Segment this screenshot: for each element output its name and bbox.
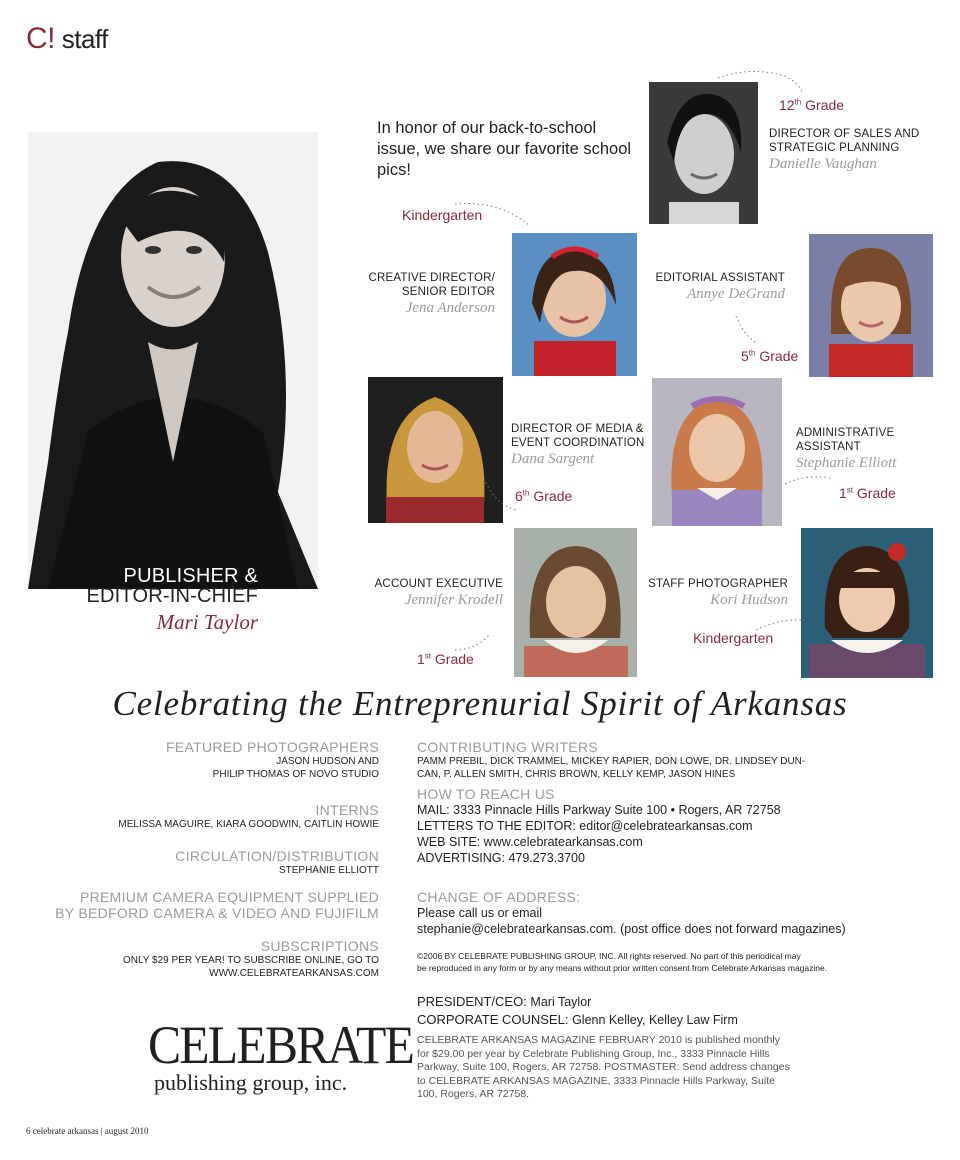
staff-role: DIRECTOR OF SALES AND STRATEGIC PLANNING xyxy=(769,128,920,154)
section-heading: HOW TO REACH US xyxy=(417,786,555,802)
change-of-address: CHANGE OF ADDRESS: Please call us or email stephanie@celebratearkansas.com. (post office does not forward magazines) xyxy=(417,889,917,937)
section-title: staff xyxy=(61,24,108,54)
staff-role: EDITORIAL ASSISTANT xyxy=(655,272,785,284)
contact-info xyxy=(417,786,917,866)
grade-label: Kindergarten xyxy=(402,207,483,223)
staff-role: ADMINISTRATIVE ASSISTANT xyxy=(796,427,895,453)
section-heading: CIRCULATION/DISTRIBUTION xyxy=(175,848,379,864)
mail-address: MAIL: 3333 Pinnacle Hills Parkway Suite 100 • Rogers, AR 72758 xyxy=(417,803,781,817)
logo-subtitle: publishing group, inc. xyxy=(154,1070,348,1095)
staff-name: Danielle Vaughan xyxy=(769,156,877,172)
website: WEB SITE: www.celebratearkansas.com xyxy=(417,835,643,849)
tagline: Celebrating the Entreprenurial Spirit of Arkansas xyxy=(112,684,848,723)
publisher-logo xyxy=(148,1015,413,1095)
publication-statement: CELEBRATE ARKANSAS MAGAZINE FEBRUARY 2010 is published monthly for $29.00 per year by Celebrate Publishing Group, Inc., 3333 Pinnacle Hills Parkway, Suite 100, Rogers, AR 72758. POSTMASTER: Send address changes to CELEBRATE ARKANSAS MAGAZINE, 3333 Pinnacle Hills Parkway, Suite 100, Rogers, AR 72758. xyxy=(417,1034,790,1100)
section-heading: SUBSCRIPTIONS xyxy=(260,938,379,954)
logo-wordmark: CELEBRATE xyxy=(148,1015,413,1075)
staff-name: Jena Anderson xyxy=(405,300,495,316)
section-heading: FEATURED PHOTOGRAPHERS xyxy=(166,739,379,755)
subscriptions: SUBSCRIPTIONS ONLY $29 PER YEAR! TO SUBSCRIBE ONLINE, GO TO WWW.CELEBRATEARKANSAS.COM xyxy=(40,938,379,980)
contributing-writers: CONTRIBUTING WRITERS PAMM PREBIL, DICK TRAMMEL, MICKEY RAPIER, DON LOWE, DR. LINDSEY DUN- CAN, P. ALLEN SMITH, CHRIS BROWN, KELLY KEMP, JASON HINES xyxy=(417,739,917,781)
circulation: CIRCULATION/DISTRIBUTION STEPHANIE ELLIOTT xyxy=(40,848,379,877)
page-folio: 6 celebrate arkansas | august 2010 xyxy=(26,1126,149,1136)
staff-name: Dana Sargent xyxy=(511,451,595,467)
staff-name: Annye DeGrand xyxy=(687,286,785,302)
section-heading: INTERNS xyxy=(315,802,379,818)
staff-role: DIRECTOR OF MEDIA & EVENT COORDINATION xyxy=(511,423,645,449)
staff-name: Kori Hudson xyxy=(710,592,788,608)
section-heading: CHANGE OF ADDRESS: xyxy=(417,889,581,905)
grade-label: Kindergarten xyxy=(693,630,774,646)
editor-email: LETTERS TO THE EDITOR: editor@celebratearkansas.com xyxy=(417,819,753,833)
publisher-name: Mari Taylor xyxy=(156,610,258,634)
staff-role: ACCOUNT EXECUTIVE xyxy=(374,578,503,590)
copyright: ©2006 BY CELEBRATE PUBLISHING GROUP, INC. All rights reserved. No part of this periodical may be reproduced in any form or by any means without prior written consent from Celebrate Arkansas magazine. xyxy=(417,951,828,973)
staff-role: CREATIVE DIRECTOR/ SENIOR EDITOR xyxy=(368,272,495,298)
publisher-title-line2: EDITOR-IN-CHIEF xyxy=(86,585,258,607)
officers: PRESIDENT/CEO: Mari Taylor CORPORATE COUNSEL: Glenn Kelley, Kelley Law Firm xyxy=(417,994,738,1027)
brand-mark: C! xyxy=(26,22,55,55)
interns: INTERNS MELISSA MAGUIRE, KIARA GOODWIN, CAITLIN HOWIE xyxy=(40,802,379,831)
grade-label: 5th Grade xyxy=(741,348,799,364)
grade-label: 1st Grade xyxy=(839,485,896,501)
staff-name: Jennifer Krodell xyxy=(404,592,503,608)
section-heading: CONTRIBUTING WRITERS xyxy=(417,739,598,755)
staff-name: Stephanie Elliott xyxy=(796,455,897,471)
featured-photographers: FEATURED PHOTOGRAPHERS JASON HUDSON AND PHILIP THOMAS OF NOVO STUDIO xyxy=(40,739,379,781)
equipment-credit: PREMIUM CAMERA EQUIPMENT SUPPLIED BY BEDFORD CAMERA & VIDEO AND FUJIFILM xyxy=(55,889,379,921)
publisher-title-line1: PUBLISHER & xyxy=(123,565,258,587)
grade-label: 12th Grade xyxy=(779,97,845,113)
grade-label: 6th Grade xyxy=(515,488,573,504)
intro-text: In honor of our back-to-school issue, we share our favorite school pics! xyxy=(377,119,632,179)
staff-role: STAFF PHOTOGRAPHER xyxy=(648,578,788,590)
advertising-phone: ADVERTISING: 479.273.3700 xyxy=(417,851,585,865)
grade-label: 1st Grade xyxy=(417,651,474,667)
